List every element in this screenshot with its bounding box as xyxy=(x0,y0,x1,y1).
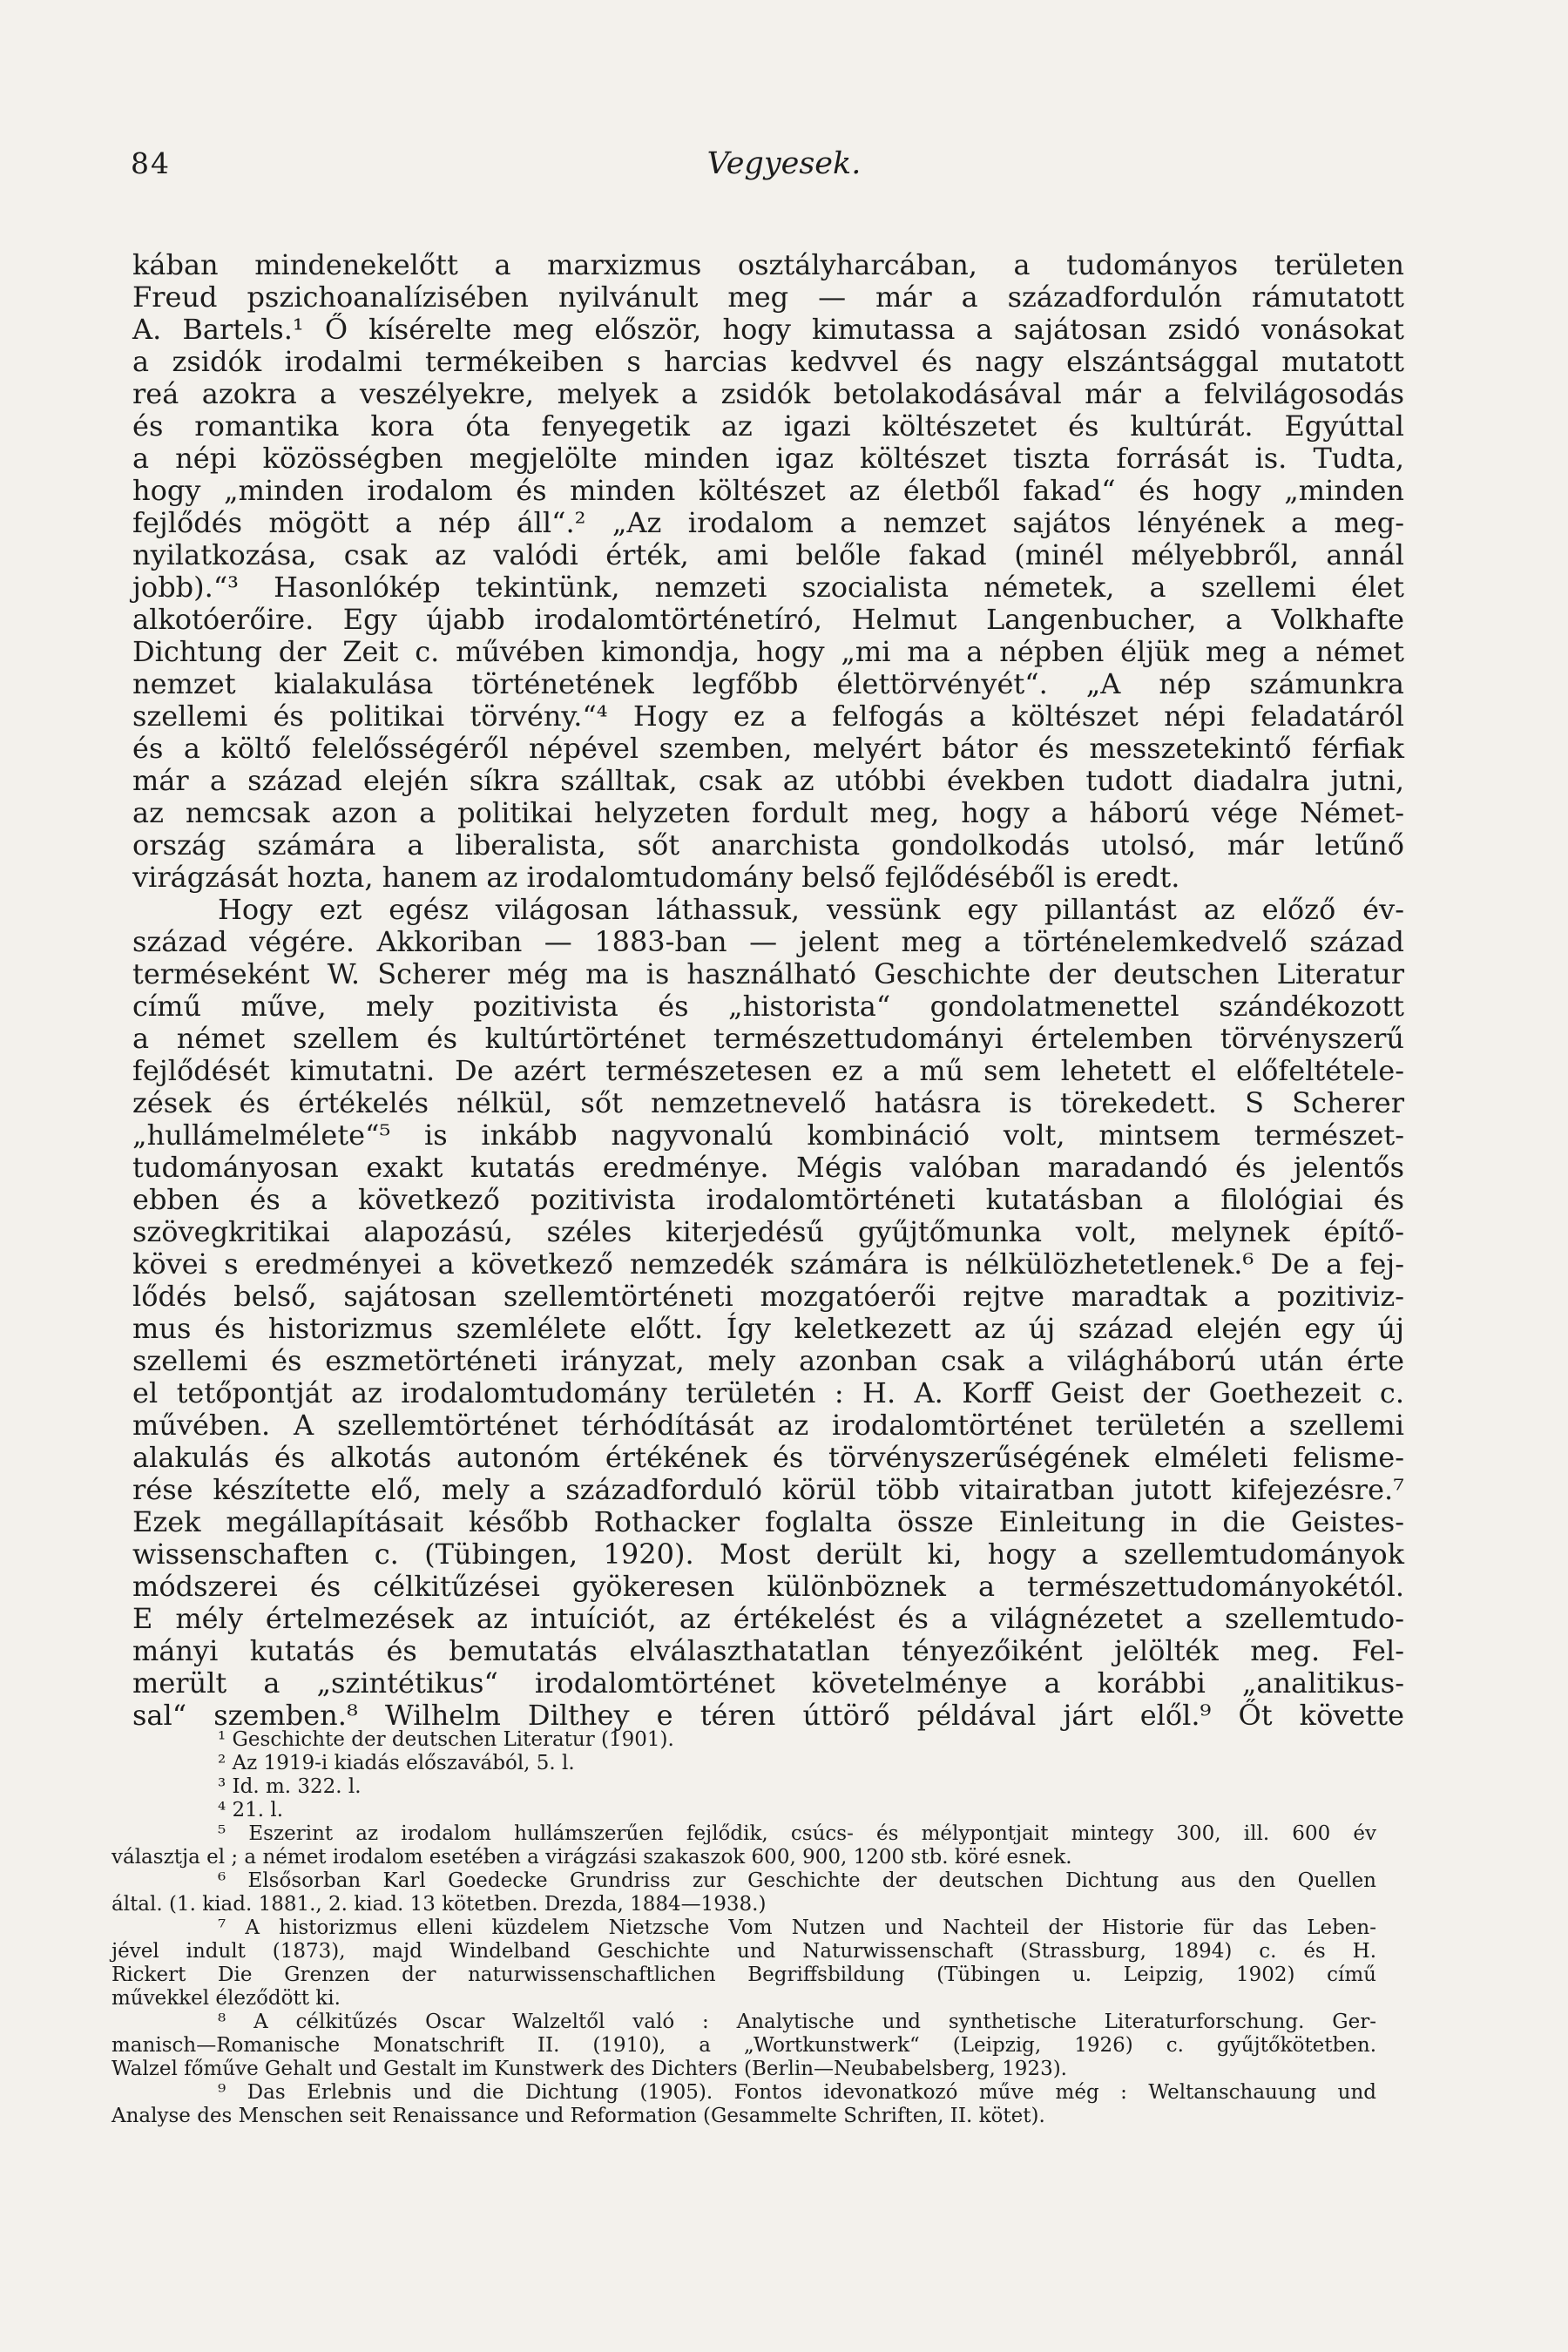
footnote-line: Analyse des Menschen seit Renaissance und Reformation (Gesammelte Schriften, II. kötet). xyxy=(112,2105,1045,2127)
text-line: A. Bartels.¹ Ő kísérelte meg először, hogy kimutassa a sajátosan zsidó vonásokat xyxy=(132,313,1404,346)
footnote-line: ² Az 1919-i kiadás előszavából, 5. l. xyxy=(218,1752,575,1774)
footnote-line: ⁷ A historizmus elleni küzdelem Nietzsche Vom Nutzen und Nachteil der Historie für das Leben- xyxy=(218,1916,1376,1939)
text-line: alakulás és alkotás autonóm értékének és törvényszerűségének elméleti felisme- xyxy=(132,1441,1404,1474)
text-line: fejlődését kimutatni. De azért természetesen ez a mű sem lehetett el előfeltétele- xyxy=(132,1054,1404,1087)
text-line: rése készítette elő, mely a századforduló körül több vitairatban jutott kifejezésre.⁷ xyxy=(132,1473,1404,1506)
text-line: wissenschaften c. (Tübingen, 1920). Most derült ki, hogy a szellemtudományok xyxy=(132,1538,1404,1571)
text-line: merült a „szintétikus“ irodalomtörténet követelménye a korábbi „analitikus- xyxy=(132,1666,1404,1700)
footnote-line: Walzel főműve Gehalt und Gestalt im Kunstwerk des Dichters (Berlin—Neubabelsberg, 1923). xyxy=(112,2058,1067,2080)
text-line: mus és historizmus szemlélete előtt. Így keletkezett az új század elején egy új xyxy=(132,1312,1404,1345)
text-line: és a költő felelősségéről népével szemben, melyért bátor és messzetekintő férfiak xyxy=(132,732,1404,765)
text-line: és romantika kora óta fenyegetik az igazi költészetet és kultúrát. Egyúttal xyxy=(132,409,1404,443)
text-line: nemzet kialakulása történetének legfőbb élettörvényét“. „A nép számunkra xyxy=(132,667,1404,700)
text-line: módszerei és célkitűzései gyökeresen különböznek a természettudományokétól. xyxy=(132,1570,1404,1603)
text-line: ebben és a következő pozitivista irodalomtörténeti kutatásban a filológiai és xyxy=(132,1183,1404,1216)
text-line: a népi közösségben megjelölte minden igaz költészet tiszta forrását is. Tudta, xyxy=(132,442,1404,475)
text-line: szellemi és eszmetörténeti irányzat, mely azonban csak a világháború után érte xyxy=(132,1344,1404,1377)
footnote-line: művekkel éleződött ki. xyxy=(112,1987,341,2010)
text-line: az nemcsak azon a politikai helyzeten fordult meg, hogy a háború vége Német- xyxy=(132,796,1404,829)
text-line: mányi kutatás és bemutatás elválaszthatatlan tényezőiként jelölték meg. Fel- xyxy=(132,1634,1404,1667)
footnote-line: ⁶ Elsősorban Karl Goedecke Grundriss zur Geschichte der deutschen Dichtung aus den Quellen xyxy=(218,1869,1376,1892)
text-line: a német szellem és kultúrtörténet természettudományi értelemben törvényszerű xyxy=(132,1022,1404,1055)
text-line: szellemi és politikai törvény.“⁴ Hogy ez a felfogás a költészet népi feladatáról xyxy=(132,700,1404,733)
text-line: sal“ szemben.⁸ Wilhelm Dilthey e téren úttörő példával járt elől.⁹ Őt követte xyxy=(132,1699,1404,1732)
footnote-line: Rickert Die Grenzen der naturwissenschaftlichen Begriffsbildung (Tübingen u. Leipzig, 1902) című xyxy=(112,1963,1376,1986)
running-title: Vegyesek. xyxy=(706,146,862,181)
text-line: Freud pszichoanalízisében nyilvánult meg — már a századfordulón rámutatott xyxy=(132,280,1404,314)
footnote-line: ⁵ Eszerint az irodalom hullámszerűen fejlődik, csúcs- és mélypontjait mintegy 300, ill. 600 év xyxy=(218,1822,1376,1845)
footnote-line: ¹ Geschichte der deutschen Literatur (1901). xyxy=(218,1728,674,1751)
footnote-line: által. (1. kiad. 1881., 2. kiad. 13 kötetben. Drezda, 1884—1938.) xyxy=(112,1893,767,1916)
text-line: nyilatkozása, csak az valódi érték, ami belőle fakad (minél mélyebbről, annál xyxy=(132,538,1404,571)
text-line: „hullámelmélete“⁵ is inkább nagyvonalú kombináció volt, mintsem természet- xyxy=(132,1119,1404,1152)
footnote-line: választja el ; a német irodalom esetében a virágzási szakaszok 600, 900, 1200 stb. köré esnek. xyxy=(112,1846,1072,1869)
footnotes xyxy=(112,1728,1376,2128)
text-line: E mély értelmezések az intuíciót, az értékelést és a világnézetet a szellemtudo- xyxy=(132,1602,1404,1635)
footnote-line: ⁴ 21. l. xyxy=(218,1799,284,1821)
footnote-line: ³ Id. m. 322. l. xyxy=(218,1775,362,1798)
text-line: lődés belső, sajátosan szellemtörténeti mozgatóerői rejtve maradtak a pozitiviz- xyxy=(132,1280,1404,1313)
text-line: kövei s eredményei a következő nemzedék számára is nélkülözhetetlenek.⁶ De a fej- xyxy=(132,1247,1404,1281)
page-header xyxy=(131,146,1437,190)
text-line: Ezek megállapításait később Rothacker foglalta össze Einleitung in die Geistes- xyxy=(132,1505,1404,1538)
page-number: 84 xyxy=(131,146,171,180)
footnote-line: ⁹ Das Erlebnis und die Dichtung (1905). Fontos idevonatkozó műve még : Weltanschauung und xyxy=(218,2081,1376,2104)
text-line: Dichtung der Zeit c. művében kimondja, hogy „mi ma a népben éljük meg a német xyxy=(132,635,1404,668)
text-line: hogy „minden irodalom és minden költészet az életből fakad“ és hogy „minden xyxy=(132,474,1404,507)
text-line: már a század elején síkra szálltak, csak az utóbbi években tudott diadalra jutni, xyxy=(132,764,1404,797)
footnote-line: jével indult (1873), majd Windelband Geschichte und Naturwissenschaft (Strassburg, 1894) c. és H. xyxy=(112,1940,1376,1963)
text-line: szövegkritikai alapozású, széles kiterjedésű gyűjtőmunka volt, melynek építő- xyxy=(132,1215,1404,1248)
text-line: virágzását hozta, hanem az irodalomtudomány belső fejlődéséből is eredt. xyxy=(132,861,1180,894)
text-line: alkotóerőire. Egy újabb irodalomtörténetíró, Helmut Langenbucher, a Volkhafte xyxy=(132,603,1404,636)
text-line: című műve, mely pozitivista és „historista“ gondolatmenettel szándékozott xyxy=(132,990,1404,1023)
text-line: terméseként W. Scherer még ma is használható Geschichte der deutschen Literatur xyxy=(132,957,1404,990)
text-line: fejlődés mögött a nép áll“.² „Az irodalom a nemzet sajátos lényének a meg- xyxy=(132,506,1404,539)
text-line: ország számára a liberalista, sőt anarchista gondolkodás utolsó, már letűnő xyxy=(132,828,1404,862)
main-text xyxy=(132,249,1404,1732)
text-line: művében. A szellemtörténet térhódítását az irodalomtörténet területén a szellemi xyxy=(132,1409,1404,1442)
text-line: zések és értékelés nélkül, sőt nemzetnevelő hatásra is törekedett. S Scherer xyxy=(132,1086,1404,1119)
text-line: Hogy ezt egész világosan láthassuk, vessünk egy pillantást az előző év- xyxy=(218,893,1404,926)
text-line: század végére. Akkoriban — 1883-ban — jelent meg a történelemkedvelő század xyxy=(132,925,1404,958)
text-line: a zsidók irodalmi termékeiben s harcias kedvvel és nagy elszántsággal mutatott xyxy=(132,345,1404,378)
text-line: el tetőpontját az irodalomtudomány területén : H. A. Korff Geist der Goethezeit c. xyxy=(132,1376,1404,1409)
footnote-line: ⁸ A célkitűzés Oscar Walzeltől való : Analytische und synthetische Literaturforschung. Ger- xyxy=(218,2011,1376,2033)
text-line: kában mindenekelőtt a marxizmus osztályharcában, a tudományos területen xyxy=(132,248,1404,281)
text-line: reá azokra a veszélyekre, melyek a zsidók betolakodásával már a felvilágosodás xyxy=(132,377,1404,410)
footnote-line: manisch—Romanische Monatschrift II. (1910), a „Wortkunstwerk“ (Leipzig, 1926) c. gyűjtőkötetben. xyxy=(112,2034,1376,2057)
text-line: tudományosan exakt kutatás eredménye. Mégis valóban maradandó és jelentős xyxy=(132,1151,1404,1184)
text-line: jobb).“³ Hasonlókép tekintünk, nemzeti szocialista németek, a szellemi élet xyxy=(132,571,1404,604)
